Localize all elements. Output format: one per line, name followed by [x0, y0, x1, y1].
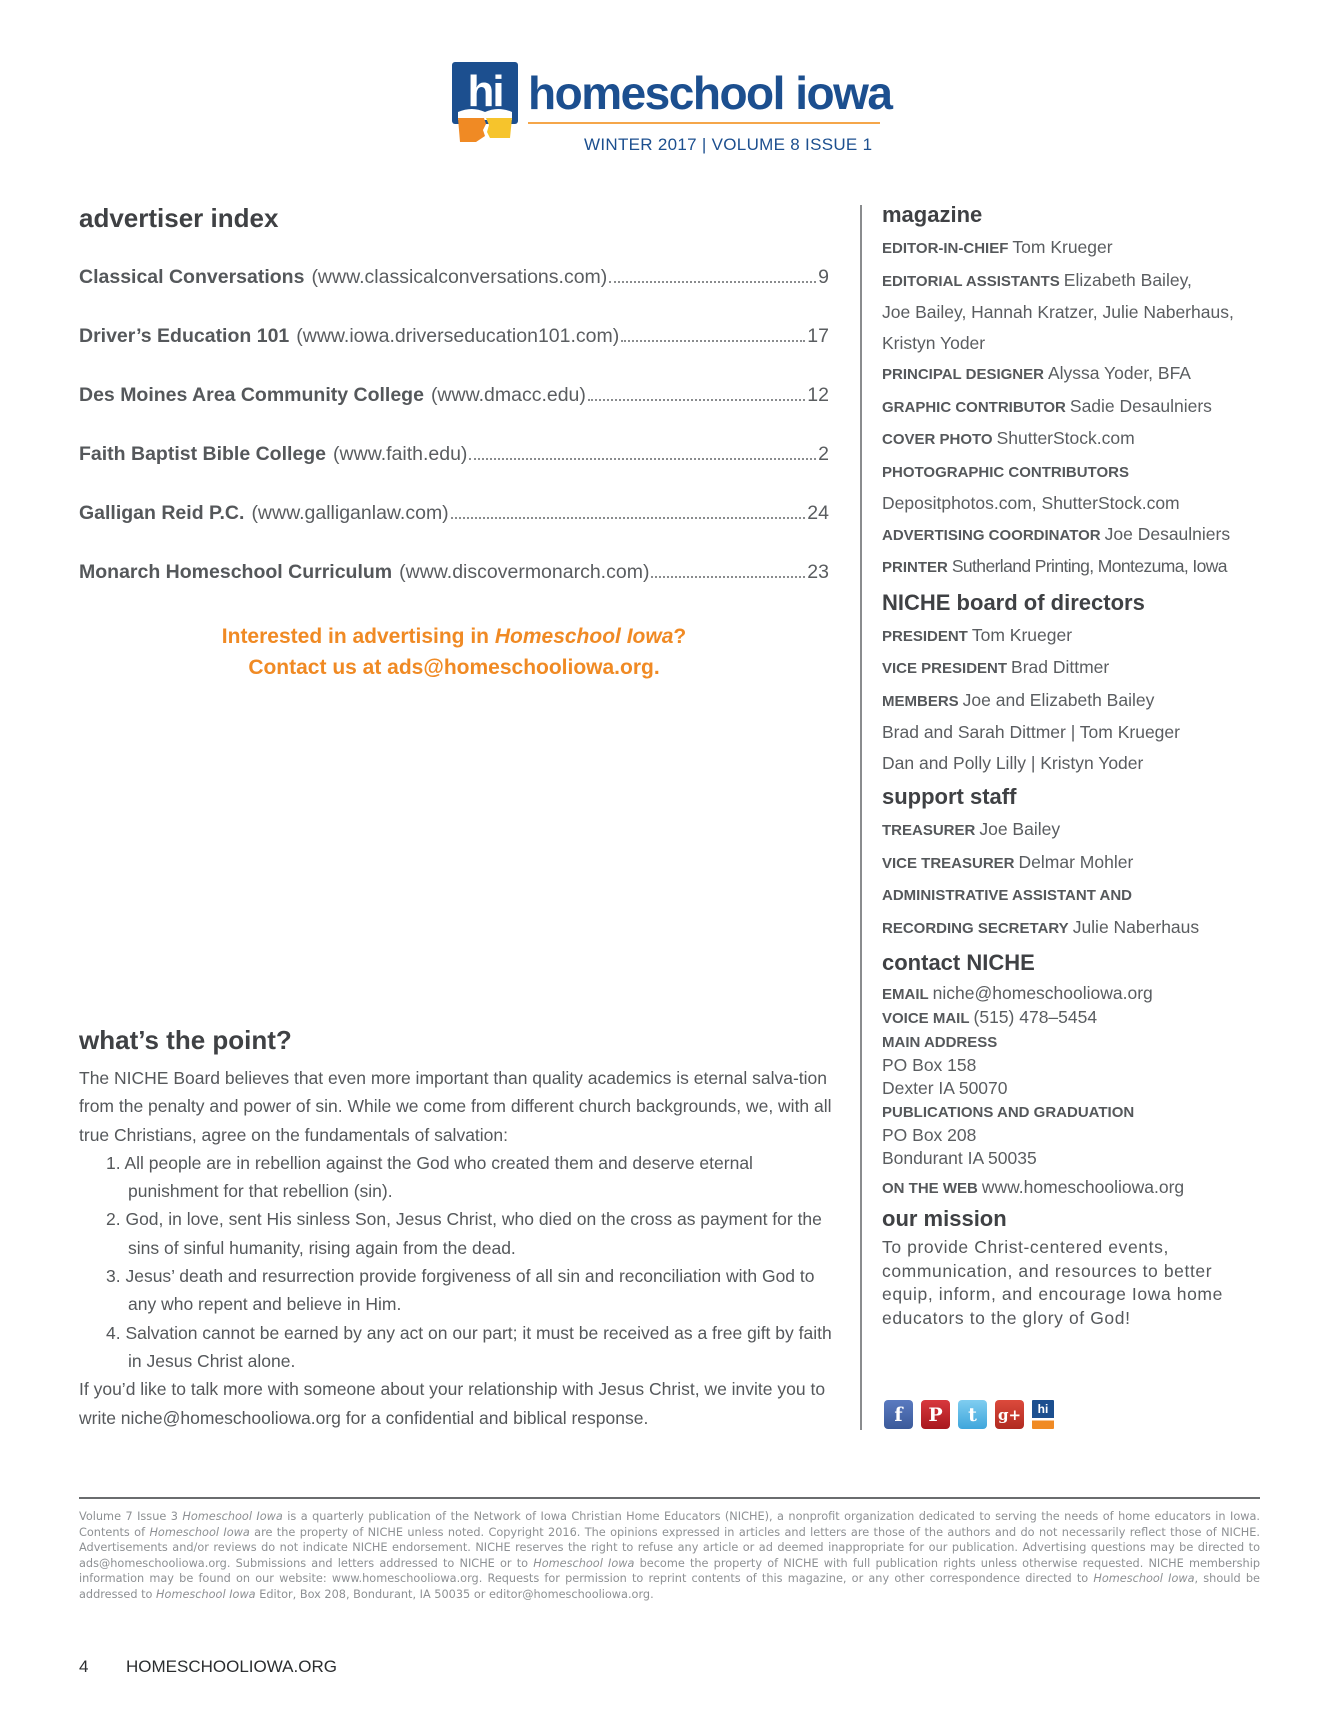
credit-line: [882, 423, 1262, 456]
contact-title: contact NICHE: [882, 950, 1035, 975]
point-closing: If you’d like to talk more with someone about your relationship with Jesus Christ, we invite you to write niche@homeschooliowa.org for a confidential and biblical response.: [79, 1379, 826, 1428]
advertiser-name: Des Moines Area Community College: [79, 384, 424, 406]
mission-section: [882, 1206, 1262, 1330]
advertiser-page: 23: [807, 561, 829, 583]
footer-rule: [79, 1497, 1260, 1499]
advertiser-name: Galligan Reid P.C.: [79, 502, 245, 524]
address-line: Bondurant IA 50035: [882, 1148, 1037, 1168]
advertiser-row: [79, 561, 829, 620]
facebook-glyph: f: [894, 1403, 903, 1426]
credit-line: [882, 814, 1262, 847]
address-line: PO Box 208: [882, 1125, 977, 1145]
credit-line: [882, 358, 1262, 391]
advertiser-page: 9: [818, 266, 829, 288]
credit-continuation: Depositphotos.com, ShutterStock.com: [882, 493, 1180, 513]
google-plus-glyph: g+: [997, 1405, 1022, 1424]
advertiser-url[interactable]: (www.iowa.driverseducation101.com): [296, 325, 620, 347]
support-section: [882, 784, 1262, 944]
advertiser-url[interactable]: (www.dmacc.edu): [430, 384, 586, 406]
svg-text:hi: hi: [467, 67, 503, 116]
phone-number: (515) 478–5454: [973, 1007, 1098, 1027]
advertiser-url[interactable]: (www.discovermonarch.com): [399, 561, 650, 583]
credit-continuation: Brad and Sarah Dittmer | Tom Krueger: [882, 722, 1180, 742]
credit-value: Brad Dittmer: [1011, 657, 1110, 677]
credit-label: GRAPHIC CONTRIBUTOR: [882, 398, 1066, 416]
credit-value: Elizabeth Bailey,: [1063, 269, 1192, 290]
legal-text: become the property of NICHE with full publication rights unless otherwise requested. NICHE membership information may be found on our website: www.homeschooliowa.org. Requests for permission to reprint contents of this magazine, or any other correspondence directed to: [79, 1556, 1261, 1586]
legal-italic: Homeschool Iowa: [1093, 1572, 1195, 1586]
credit-continuation: Joe Bailey, Hannah Kratzer, Julie Naberhaus,: [882, 302, 1234, 322]
credit-value: ShutterStock.com: [996, 428, 1135, 448]
credit-label: VICE TREASURER: [882, 854, 1015, 872]
whats-the-point-title: what’s the point?: [79, 1025, 292, 1055]
advertiser-list: [79, 266, 829, 620]
credit-value: Tom Krueger: [1012, 237, 1113, 257]
hi-glyph: hi: [1037, 1402, 1049, 1416]
credit-line: [882, 879, 1262, 912]
legal-italic: Homeschool Iowa: [149, 1525, 250, 1539]
credit-line: [882, 551, 1262, 584]
legal-text: Editor, Box 208, Bondurant, IA 50035 or editor@homeschooliowa.org.: [255, 1587, 654, 1601]
credit-line: [882, 391, 1262, 424]
twitter-glyph: t: [968, 1403, 977, 1426]
contact-web: [882, 1176, 1262, 1200]
advertiser-name: Driver’s Education 101: [79, 325, 290, 347]
credit-label: PRESIDENT: [882, 627, 968, 645]
dot-leader: [469, 458, 816, 460]
legal-text: are the property of NICHE unless noted. Copyright 2016. The opinions expressed in articles and letters are those of the authors and do not necessarily reflect those of NICHE. Advertisements and/or reviews do not indicate NICHE endorsement. NICHE reserves the right to refuse any article or ad deemed inappropriate for our publication. Advertising questions may be directed to ads@homeschooliowa.org. Submissions and letters addressed to NICHE or to: [79, 1525, 1261, 1570]
contact-main-address: [882, 1030, 1262, 1054]
promo-line-1: [79, 621, 829, 652]
advertiser-row: [79, 443, 829, 502]
support-title: support staff: [882, 784, 1017, 809]
website-link[interactable]: www.homeschooliowa.org: [981, 1177, 1185, 1197]
dot-leader: [588, 399, 805, 401]
page-folio: [79, 1657, 337, 1677]
credit-label: EDITORIAL ASSISTANTS: [882, 272, 1060, 290]
facebook-icon[interactable]: [884, 1400, 913, 1429]
credit-continuation: Kristyn Yoder: [882, 332, 986, 353]
advertiser-url[interactable]: (www.faith.edu): [333, 443, 468, 465]
pinterest-icon[interactable]: [921, 1400, 950, 1429]
contact-email: [882, 982, 1262, 1006]
credit-line: [882, 685, 1262, 718]
legal-italic: Homeschool Iowa: [182, 1510, 283, 1523]
credit-line: [882, 847, 1262, 880]
dot-leader: [451, 517, 806, 519]
dot-leader: [621, 340, 805, 342]
email-link[interactable]: niche@homeschooliowa.org: [932, 983, 1153, 1003]
legal-text: is a quarterly publication of the Network of Iowa Christian Home Educators (NICHE), a nonprofit organization dedicated to serving the needs of home educators in Iowa. Contents of: [79, 1510, 1261, 1539]
whats-the-point-body: [79, 1064, 839, 1432]
credit-line: [882, 912, 1262, 945]
credit-label: ADVERTISING COORDINATOR: [882, 526, 1101, 544]
legal-text: , should be addressed to: [79, 1572, 1260, 1601]
brand-rule: [528, 122, 880, 124]
magazine-section: [882, 202, 1262, 584]
promo-line-2[interactable]: Contact us at ads@homeschooliowa.org.: [248, 656, 660, 679]
contact-label: PUBLICATIONS AND GRADUATION: [882, 1104, 1135, 1121]
advertiser-page: 24: [807, 502, 829, 524]
promo-text: Interested in advertising in: [221, 625, 495, 648]
magazine-title: magazine: [882, 202, 983, 227]
credit-value: Julie Naberhaus: [1072, 916, 1200, 937]
credit-label: RECORDING SECRETARY: [882, 919, 1069, 937]
legal-notice: [79, 1509, 1260, 1603]
contact-section: [882, 950, 1262, 1200]
credit-line: [882, 519, 1262, 552]
board-title: NICHE board of directors: [882, 589, 1145, 615]
legal-italic: Homeschool Iowa: [156, 1587, 256, 1601]
credit-continuation: Dan and Polly Lilly | Kristyn Yoder: [882, 752, 1144, 773]
credit-label: EDITOR-IN-CHIEF: [882, 240, 1009, 257]
masthead-sidebar: [882, 202, 1262, 1336]
promo-magazine-name: Homeschool Iowa: [494, 625, 674, 648]
dot-leader: [609, 281, 816, 283]
pinterest-glyph: P: [928, 1403, 943, 1426]
credit-label: MEMBERS: [882, 692, 959, 710]
advertiser-row: [79, 325, 829, 384]
contact-label: VOICE MAIL: [882, 1010, 970, 1027]
homeschool-iowa-logo-icon: [452, 62, 518, 144]
credit-label: PRINTER: [882, 559, 948, 576]
credit-line: [882, 456, 1262, 489]
dot-leader: [651, 576, 805, 578]
credit-value: Sutherland Printing, Montezuma, Iowa: [951, 556, 1227, 576]
contact-publications-address: [882, 1100, 1262, 1124]
twitter-icon[interactable]: [958, 1400, 987, 1429]
list-item: 4. Salvation cannot be earned by any act on our part; it must be received as a free gift by faith in Jesus Christ alone.: [106, 1322, 832, 1371]
credit-value: Sadie Desaulniers: [1069, 395, 1212, 416]
credit-value: Alyssa Yoder, BFA: [1047, 363, 1191, 383]
list-item: 3. Jesus’ death and resurrection provide forgiveness of all sin and reconciliation with God to any who repent and believe in Him.: [106, 1266, 815, 1315]
advertiser-name: Classical Conversations: [79, 266, 305, 288]
credit-label: ADMINISTRATIVE ASSISTANT AND: [882, 887, 1132, 904]
contact-label: MAIN ADDRESS: [882, 1034, 998, 1051]
list-item: 1. All people are in rebellion against the God who created them and deserve eternal punishment for that rebellion (sin).: [106, 1152, 753, 1202]
credit-label: VICE PRESIDENT: [882, 660, 1008, 677]
credit-label: PRINCIPAL DESIGNER: [882, 366, 1044, 383]
advertising-promo: [79, 621, 829, 683]
advertiser-row: [79, 384, 829, 443]
contact-label: EMAIL: [882, 986, 929, 1003]
credit-line: [882, 652, 1262, 685]
credit-value: Joe Desaulniers: [1104, 523, 1231, 544]
advertiser-row: [79, 266, 829, 325]
board-section: [882, 590, 1262, 779]
advertiser-name: Monarch Homeschool Curriculum: [79, 561, 393, 583]
mission-title: our mission: [882, 1206, 1007, 1231]
contact-voicemail: [882, 1006, 1262, 1030]
social-links: [884, 1400, 1054, 1429]
masthead: [452, 62, 892, 162]
credit-line: [882, 620, 1262, 653]
advertiser-page: 17: [807, 325, 829, 347]
credit-value: Tom Krueger: [971, 624, 1073, 645]
point-intro: The NICHE Board believes that even more important than quality academics is eternal salva-tion from the penalty and power of sin. While we come from different church backgrounds, we, with all true Christians, agree on the fundamentals of salvation:: [79, 1068, 832, 1145]
promo-punct: ?: [673, 625, 687, 648]
advertiser-url[interactable]: (www.classicalconversations.com): [311, 266, 608, 288]
credit-value: Joe and Elizabeth Bailey: [962, 689, 1155, 710]
salvation-list: [79, 1149, 839, 1375]
page-number: 4: [79, 1657, 89, 1676]
address-line: Dexter IA 50070: [882, 1078, 1008, 1098]
advertiser-index-title: advertiser index: [79, 203, 279, 233]
mission-text: To provide Christ-centered events, communication, and resources to better equip, inform, and encourage Iowa home educators to the glory of God!: [882, 1237, 1223, 1328]
advertiser-row: [79, 502, 829, 561]
credit-value: Joe Bailey: [979, 819, 1061, 839]
credit-label: PHOTOGRAPHIC CONTRIBUTORS: [882, 463, 1129, 481]
credit-line: [882, 265, 1262, 298]
address-line: PO Box 158: [882, 1055, 977, 1075]
credit-value: Delmar Mohler: [1018, 851, 1134, 872]
credit-line: [882, 232, 1262, 265]
advertiser-url[interactable]: (www.galliganlaw.com): [251, 502, 449, 524]
column-divider: [860, 205, 862, 1430]
homeschool-iowa-icon[interactable]: [1032, 1400, 1054, 1429]
legal-italic: Homeschool Iowa: [533, 1556, 635, 1570]
advertiser-name: Faith Baptist Bible College: [79, 443, 327, 465]
legal-text: Volume 7 Issue 3: [79, 1510, 183, 1523]
credit-label: TREASURER: [882, 822, 976, 839]
google-plus-icon[interactable]: [995, 1400, 1024, 1429]
contact-label: ON THE WEB: [882, 1180, 978, 1197]
list-item: 2. God, in love, sent His sinless Son, Jesus Christ, who died on the cross as payment for the sins of sinful humanity, rising again from the dead.: [106, 1209, 822, 1258]
credit-label: COVER PHOTO: [882, 431, 993, 448]
folio-site: HOMESCHOOLIOWA.ORG: [126, 1657, 337, 1676]
advertiser-page: 12: [807, 384, 829, 406]
brand-title: homeschool iowa: [528, 67, 892, 119]
advertiser-page: 2: [818, 443, 829, 465]
issue-info: WINTER 2017 | VOLUME 8 ISSUE 1: [584, 135, 873, 154]
